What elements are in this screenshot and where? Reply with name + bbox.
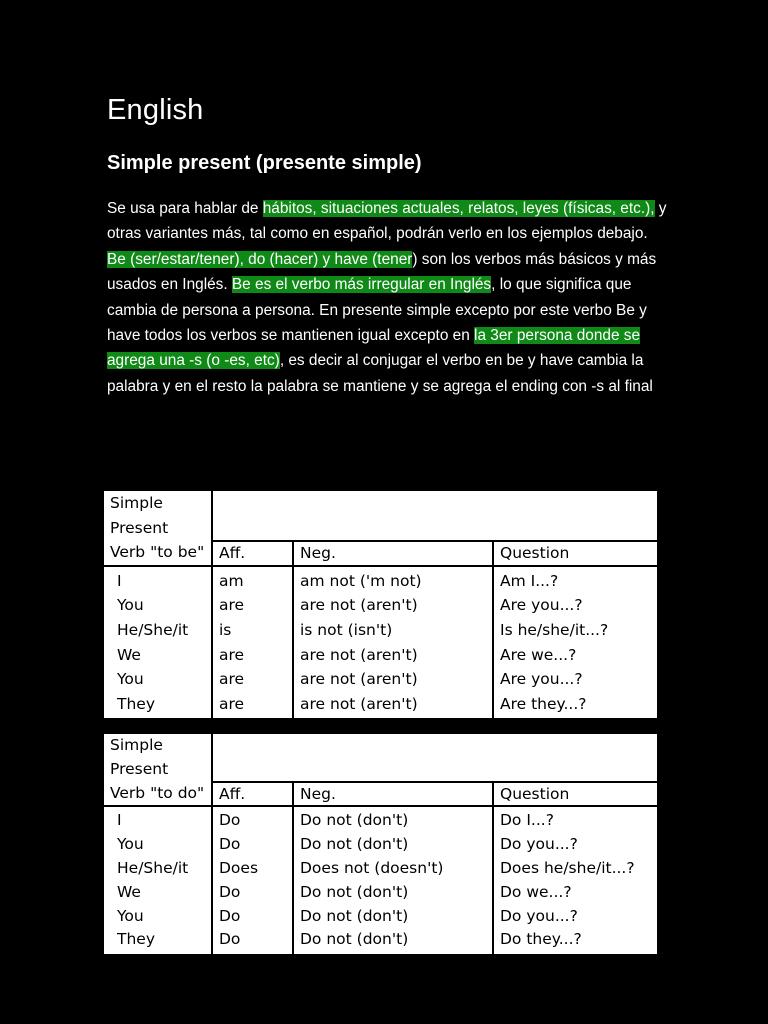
page-title: English (107, 94, 204, 126)
paragraph-text: , lo que significa que cambia de persona a persona. En presente simple excepto por este verbo Be y have todos los verbos se mantienen igual excepto en (107, 276, 647, 345)
affirmative-form: are (219, 694, 245, 713)
affirmative-form: are (219, 596, 245, 615)
question-form: Do you...? (500, 835, 578, 854)
paragraph-text: Se usa para hablar de (107, 200, 263, 217)
question-form: Is he/she/it...? (500, 620, 609, 639)
pronoun: I (117, 811, 122, 830)
pronoun: We (117, 645, 141, 664)
affirmative-form: Do (219, 930, 241, 949)
pronoun: He/She/it (117, 620, 189, 639)
pronoun: You (117, 835, 144, 854)
header-line: Present (110, 759, 169, 778)
column-header-aff: Aff. (212, 541, 293, 566)
question-form: Are you...? (500, 670, 583, 689)
negative-form: is not (isn't) (300, 620, 393, 639)
negative-form: are not (aren't) (300, 596, 418, 615)
header-line: Verb "to be" (110, 543, 205, 562)
question-form: Are you...? (500, 596, 583, 615)
table-header-blank (212, 733, 658, 782)
negative-form: are not (aren't) (300, 670, 418, 689)
negative-form: Do not (don't) (300, 930, 409, 949)
question-form: Do we...? (500, 882, 572, 901)
negative-form: Do not (don't) (300, 835, 409, 854)
affirmative-form: Does (219, 858, 259, 877)
table-header-label (103, 733, 212, 806)
column-header-question: Question (493, 782, 658, 806)
question-form: Am I...? (500, 571, 559, 590)
verb-to-do-table (102, 732, 659, 956)
column-header-aff: Aff. (212, 782, 293, 806)
pronoun: You (117, 596, 144, 615)
question-form: Do they...? (500, 930, 582, 949)
affirmative-form: Do (219, 906, 241, 925)
header-line: Simple (110, 736, 163, 754)
question-column (493, 806, 658, 955)
paragraph-text: y otras variantes más, tal como en español, podrán verlo en los ejemplos debajo. (107, 200, 667, 243)
highlighted-text: hábitos, situaciones actuales, relatos, leyes (físicas, etc.), (262, 200, 655, 217)
affirmative-form: Do (219, 835, 241, 854)
pronoun: We (117, 882, 141, 901)
paragraph-text: ) son los verbos más básicos y más usados en Inglés. (107, 250, 657, 294)
pronoun: I (117, 571, 122, 590)
verb-to-be-table (102, 489, 659, 720)
negative-form: are not (aren't) (300, 645, 418, 664)
header-line: Verb "to do" (110, 783, 205, 802)
affirmative-form: is (219, 620, 232, 639)
negative-form: are not (aren't) (300, 694, 418, 713)
pronoun: You (117, 670, 144, 689)
negative-form: Does not (doesn't) (300, 858, 444, 877)
header-line: Simple (110, 494, 163, 512)
affirmative-form: are (219, 645, 245, 664)
question-form: Do you...? (500, 906, 578, 925)
affirmative-column (212, 806, 293, 955)
affirmative-form: are (219, 670, 245, 689)
pronoun: They (117, 694, 156, 713)
question-form: Are they...? (500, 694, 587, 713)
pronoun: They (117, 930, 156, 949)
pronoun: He/She/it (117, 858, 189, 877)
question-column (493, 566, 658, 720)
column-header-neg: Neg. (293, 541, 493, 566)
affirmative-form: Do (219, 811, 241, 830)
table-header-label (103, 490, 212, 566)
negative-form: Do not (don't) (300, 811, 409, 830)
paragraph-text: , es decir al conjugar el verbo en be y have cambia la palabra y en el resto la palabra se mantiene y se agrega el ending con -s al final (107, 352, 653, 395)
section-subtitle: Simple present (presente simple) (107, 152, 422, 174)
table-header-blank (212, 490, 658, 541)
column-header-neg: Neg. (293, 782, 493, 806)
highlighted-text: Be es el verbo más irregular en Inglés (231, 276, 492, 294)
negative-form: Do not (don't) (300, 906, 409, 925)
highlighted-text: Be (ser/estar/tener), do (hacer) y have (tener (107, 250, 413, 268)
header-line: Present (110, 518, 169, 537)
affirmative-form: am (219, 571, 244, 590)
negative-column (293, 566, 493, 720)
negative-form: Do not (don't) (300, 882, 409, 901)
pronoun: You (117, 906, 144, 925)
affirmative-column (212, 566, 293, 720)
pronoun-column (103, 566, 212, 720)
negative-form: am not ('m not) (300, 571, 422, 590)
question-form: Do I...? (500, 811, 554, 830)
question-form: Does he/she/it...? (500, 858, 635, 877)
intro-paragraph (107, 196, 677, 399)
column-header-question: Question (493, 541, 658, 566)
negative-column (293, 806, 493, 955)
highlighted-text: la 3er persona donde se agrega una -s (o -es, etc) (107, 327, 641, 370)
pronoun-column (103, 806, 212, 955)
question-form: Are we...? (500, 645, 577, 664)
affirmative-form: Do (219, 882, 241, 901)
